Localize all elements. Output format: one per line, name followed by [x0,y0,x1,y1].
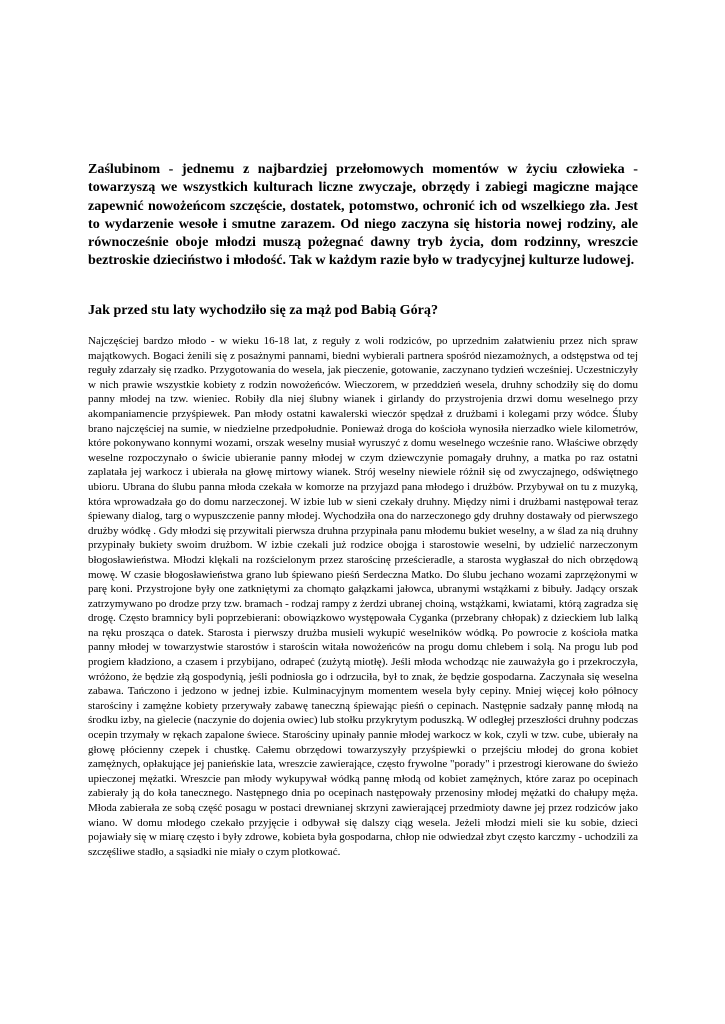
intro-paragraph: Zaślubinom - jednemu z najbardziej przełomowych momentów w życiu człowieka - towarzyszą we wszystkich kulturach liczne zwyczaje, obrzędy i zabiegi magiczne mające zapewnić nowożeńcom szczęście, dostatek, potomstwo, ochronić ich od wszelkiego zła. Jest to wydarzenie wesołe i smutne zarazem. Od niego zaczyna się historia nowej rodziny, ale równocześnie oboje młodzi muszą pożegnać dawny tryb życia, dom rodzinny, wreszcie beztroskie dzieciństwo i młodość. Tak w każdym razie było w tradycyjnej kulturze ludowej. [88,161,638,269]
section-heading: Jak przed stu laty wychodziło się za mąż pod Babią Górą? [88,302,438,318]
body-paragraph: Najczęściej bardzo młodo - w wieku 16-18 lat, z reguły z woli rodziców, po uprzednim załatwieniu przez nich spraw majątkowych. Bogaci żenili się z posażnymi pannami, biedni wybierali partnera spośród niezamożnych, a odstępstwa od tej reguły zdarzały się rzadko. Przygotowania do wesela, jak pieczenie, gotowanie, zaczynano tydzień wcześniej. Uczestniczyły w nich prawie wszystkie kobiety z rodzin nowożeńców. Wieczorem, w przeddzień wesela, druhny schodziły się do domu panny młodej na tzw. wieniec. Robiły dla niej ślubny wianek i girlandy do przystrojenia drzwi domu weselnego przy akompaniamencie przyśpiewek. Pan młody ostatni kawalerski wieczór spędzał z drużbami i kolegami przy wódce. Śluby brano najczęściej na sumie, w niedzielne przedpołudnie. Ponieważ droga do kościoła wynosiła nierzadko wiele kilometrów, które pokonywano konnymi wozami, orszak weselny musiał wyruszyć z domu weselnego wcześnie rano. Właściwe obrzędy weselne rozpoczynało o świcie ubieranie panny młodej w czym dziewczynie pomagały druhny, a matka po raz ostatni zaplatała jej warkocz i ubierała na głowę mirtowy wianek. Strój weselny niewiele różnił się od zwyczajnego, odświętnego ubioru. Ubrana do ślubu panna młoda czekała w komorze na przyjazd pana młodego i drużbów. Przybywał on tu z muzyką, która wprowadzała go do domu narzeczonej. W izbie lub w sieni czekały druhny. Między nimi i drużbami następował teraz śpiewany dialog, targ o wypuszczenie panny młodej. Wychodziła ona do narzeczonego gdy druhny dostawały od pierwszego drużby wódkę . Gdy młodzi się przywitali pierwsza druhna przypinała panu młodemu bukiet weselny, a w ślad za nią druhny przypinały bukiety swoim drużbom. W izbie czekali już rodzice obojga i starostowie weselni, by udzielić narzeczonym błogosławieństwa. Młodzi klękali na rozścielonym przez starościnę prześcieradle, a starosta wygłaszał do nich obrzędową mowę. W czasie błogosławieństwa grano lub śpiewano pieśń Serdeczna Matko. Do ślubu jechano wozami zaprzężonymi w parę koni. Przystrojone były one zatkniętymi za chomąto gałązkami jałowca, ubranymi wstążkami z bibuły. Jadący orszak zatrzymywano po drodze przy tzw. bramach - rodzaj rampy z żerdzi ubranej choiną, wstążkami, kwiatami, którą zagradza się drogę. Często bramnicy byli poprzebierani: obowiązkowo występowała Cyganka (przebrany chłopak) z dzieckiem lub lalką na ręku prosząca o datek. Starosta i pierwszy drużba musieli wykupić weselników wódką. Po powrocie z kościoła matka panny młodej w towarzystwie starostów i starościn witała nowożeńców na progu domu chlebem i solą. Na progu lub pod progiem kładziono, a czasem i przybijano, odrapeć (zużytą miotłę). Jeśli młoda wchodząc nie zauważyła go i przekroczyła, wróżono, że będzie złą gospodynią, jeśli podniosła go i odrzuciła, był to znak, że będzie gospodarna. Zaczynała się weselna zabawa. Tańczono i jedzono w jednej izbie. Kulminacyjnym momentem wesela były cepiny. Mniej więcej koło północy starościny i zamężne kobiety przerywały zabawę taneczną śpiewając pieśń o cepinach. Następnie sadzały pannę młodą na środku izby, na gielecie (naczynie do dojenia owiec) lub stołku przykrytym poduszką. W odległej przeszłości druhny podczas ocepin trzymały w rękach zapalone świece. Starościny upinały pannie młodej warkocz w kok, czyli w tzw. cube, ubierały na głowę płócienny czepek i chustkę. Całemu obrzędowi towarzyszyły przyśpiewki o przejściu młodej do grona kobiet zamężnych, opłakujące jej panieńskie lata, wreszcie zawierające, często frywolne "porady" i przestrogi kierowane do świeżo upieczonej mężatki. Wreszcie pan młody wykupywał wódką pannę młodą od kobiet zamężnych, które zaraz po ocepinach zabierały ją do koła tanecznego. Następnego dnia po ocepinach następowały przenosiny młodej mężatki do chałupy męża. Młoda zabierała ze sobą część posagu w postaci drewnianej skrzyni zawierającej przedmioty dawne jej przez rodziców jako wiano. W domu młodego czekało przyjęcie i odbywał się dalszy ciąg wesela. Jeżeli młodzi mieli sie ku sobie, dzieci pojawiały się w miarę często i były zdrowe, kobieta była gospodarna, chłop nie odwiedzał zbyt często karczmy - uchodzili za szczęśliwe stadło, a sąsiadki nie miały o czym plotkować. [88,335,638,858]
